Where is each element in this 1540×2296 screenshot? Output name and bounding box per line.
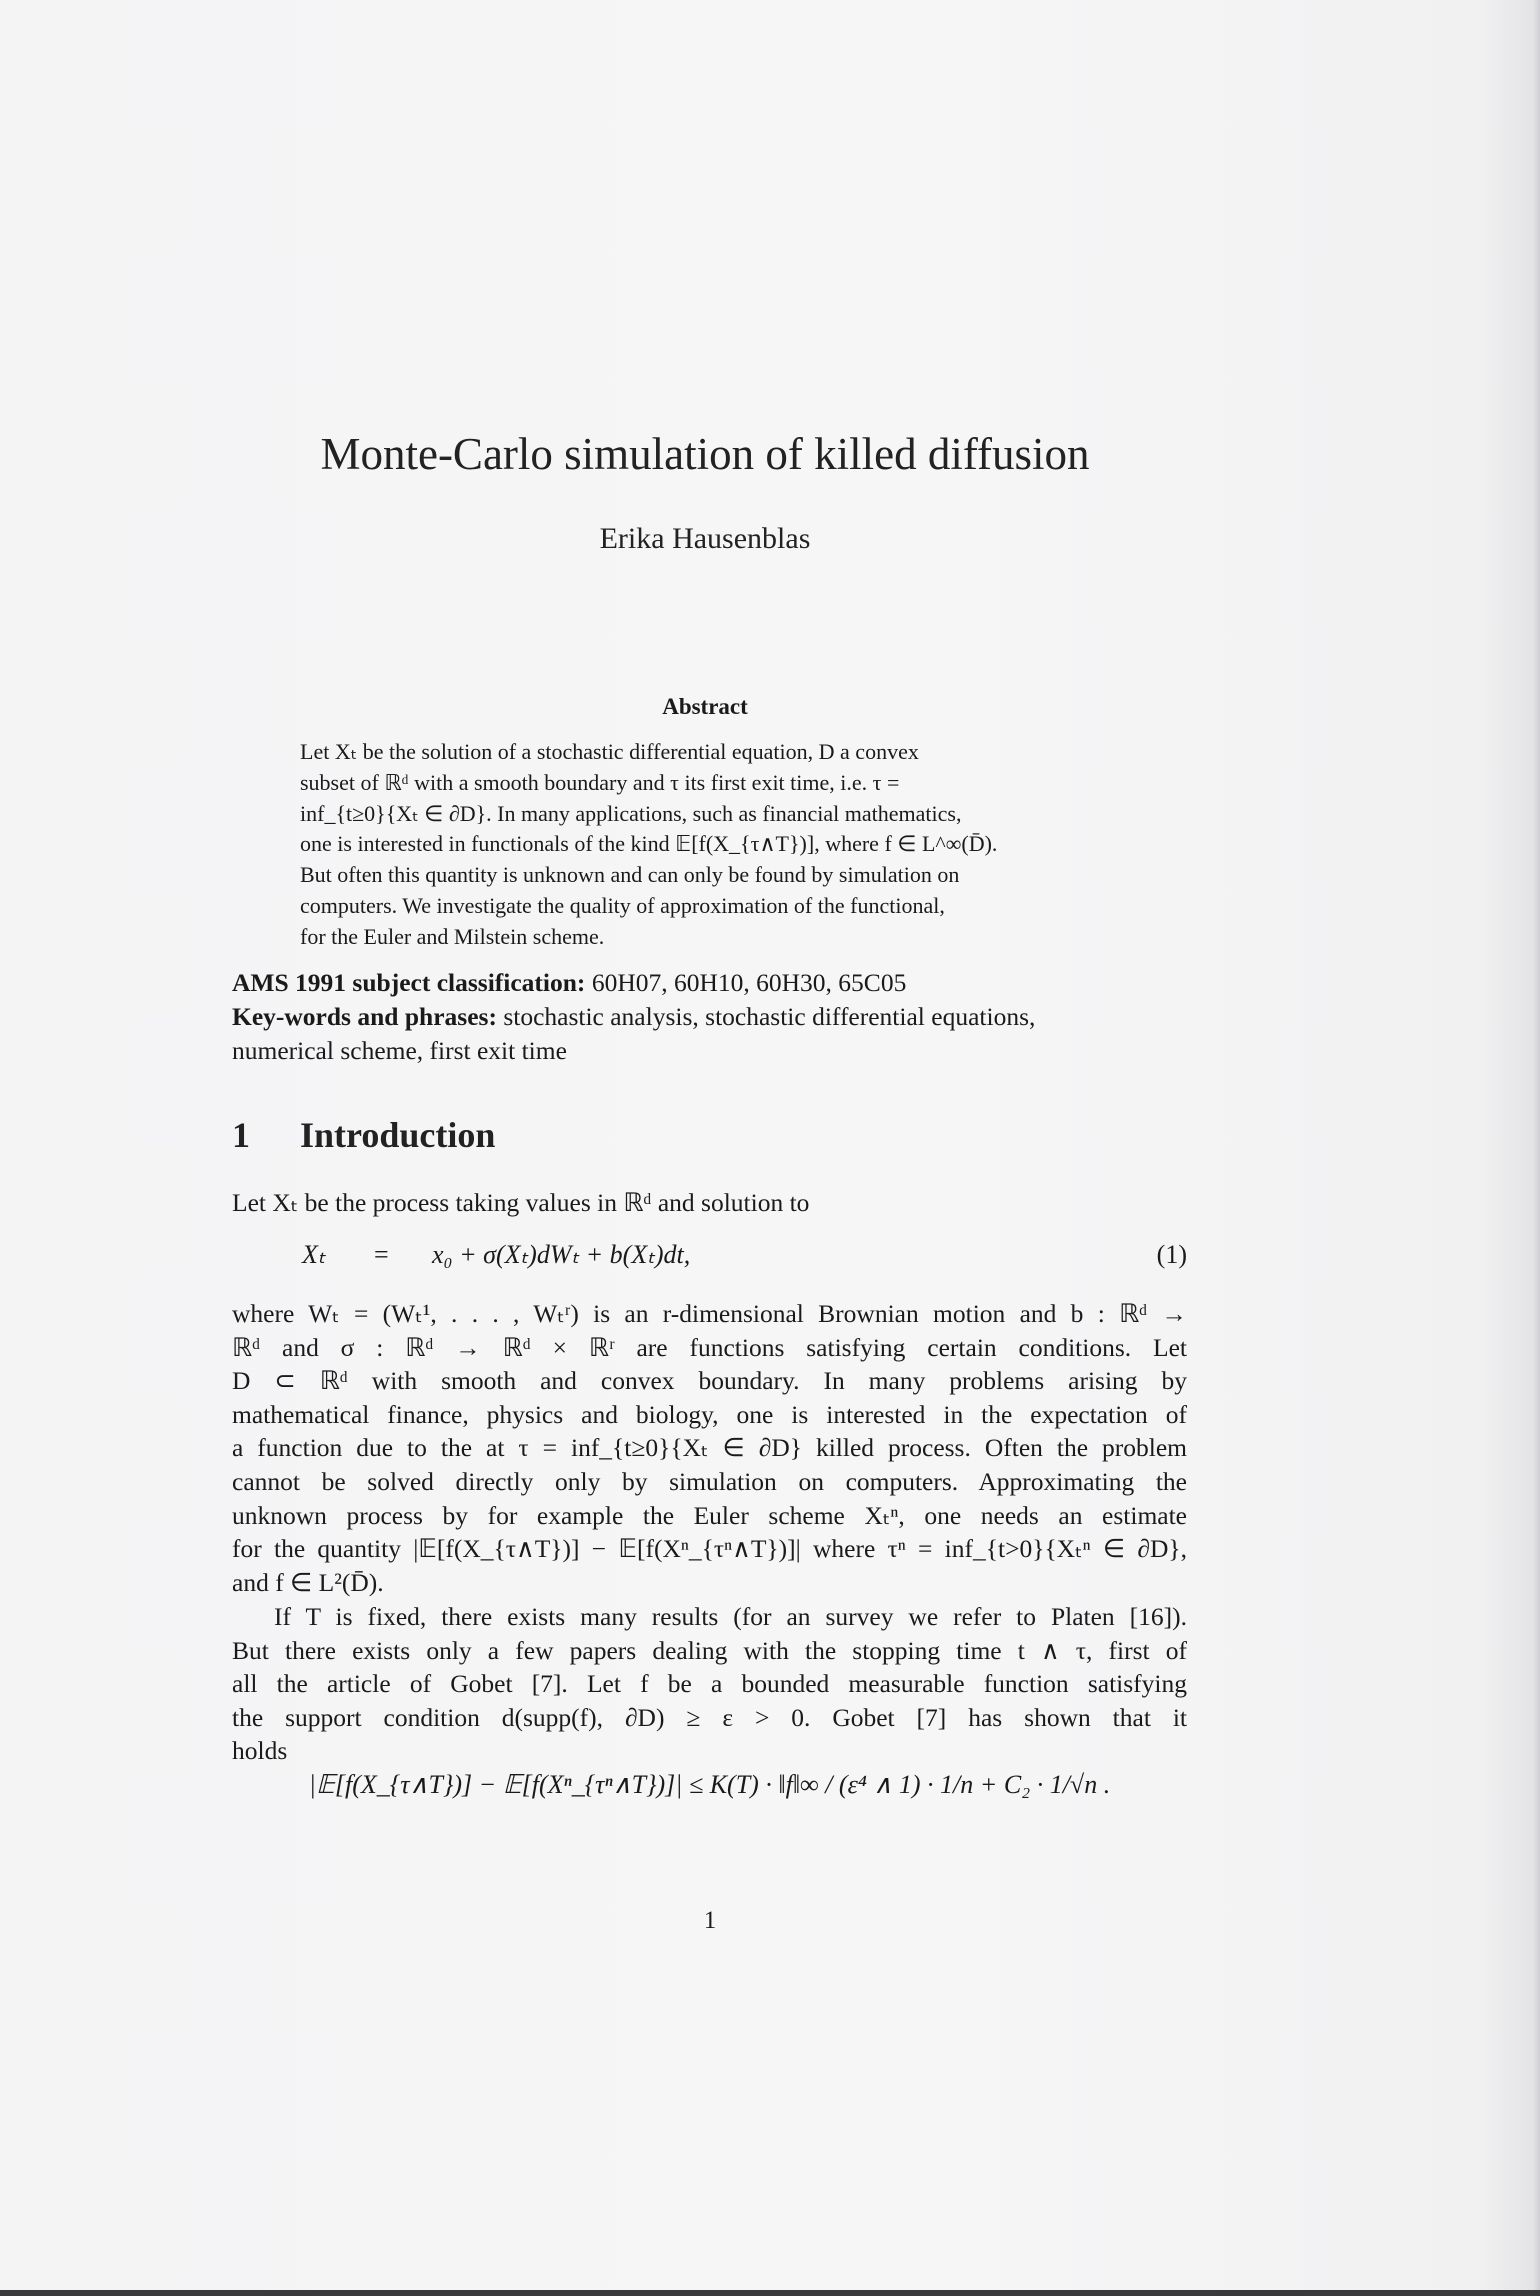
book-spine-shadow <box>1532 0 1540 2296</box>
keywords-value: stochastic analysis, stochastic differential equations, <box>496 1002 1036 1031</box>
paper-author: Erika Hausenblas <box>599 522 811 555</box>
paragraph-line: ℝᵈ and σ : ℝᵈ → ℝᵈ × ℝʳ are functions satisfying certain conditions. Let <box>232 1332 1187 1362</box>
ams-classification <box>232 966 1187 1000</box>
page-number: 1 <box>703 1907 717 1934</box>
paragraph-line: all the article of Gobet [7]. Let f be a bounded measurable function satisfying <box>232 1669 1187 1699</box>
paragraph-1 <box>232 1297 1187 1599</box>
abstract-line: one is interested in functionals of the kind 𝔼[f(X_{τ∧T})], where f ∈ L^∞(D̄). <box>300 831 998 857</box>
section-title: Introduction <box>300 1115 496 1155</box>
abstract-line: computers. We investigate the quality of approximation of the functional, <box>300 892 945 918</box>
keywords-continued: numerical scheme, first exit time <box>232 1036 567 1065</box>
equation-1-equals: = <box>374 1240 389 1269</box>
paragraph-line: mathematical finance, physics and biology, one is interested in the expectation of <box>232 1399 1187 1429</box>
abstract-text <box>300 737 1114 953</box>
abstract-line: But often this quantity is unknown and can only be found by simulation on <box>300 862 960 888</box>
paper-metadata <box>232 966 1187 1068</box>
paragraph-line: a function due to the at τ = inf_{t≥0}{Xₜ ∈ ∂D} killed process. Often the problem <box>232 1433 1187 1463</box>
paragraph-line: the support condition d(supp(f), ∂D) ≥ ε > 0. Gobet [7] has shown that it <box>232 1702 1187 1732</box>
equation-1 <box>232 1240 1187 1274</box>
intro-sentence <box>232 1186 1187 1220</box>
keywords-label: Key-words and phrases: <box>232 1002 497 1031</box>
eq1-lhs-text: Xₜ <box>302 1240 326 1269</box>
intro-line: Let Xₜ be the process taking values in ℝᵈ and solution to <box>232 1188 810 1217</box>
ams-label: AMS 1991 subject classification: <box>232 968 586 997</box>
paragraph-line: unknown process by for example the Euler scheme Xₜⁿ, one needs an estimate <box>232 1500 1187 1530</box>
eq1-rhs-text: x₀ + σ(Xₜ)dWₜ + b(Xₜ)dt, <box>432 1240 691 1269</box>
paragraph-line: for the quantity |𝔼[f(X_{τ∧T})] − 𝔼[f(Xⁿ_{τⁿ∧T})]| where τⁿ = inf_{t>0}{Xₜⁿ ∈ ∂D}, <box>232 1534 1187 1564</box>
paragraph-line: If T is fixed, there exists many results (for an survey we refer to Platen [16]). <box>274 1602 1187 1631</box>
page-bottom-edge <box>0 2290 1540 2296</box>
equation-1-rhs <box>432 1240 690 1270</box>
abstract-heading: Abstract <box>662 694 748 719</box>
keywords <box>232 1000 1187 1034</box>
paragraph-line: where Wₜ = (Wₜ¹, . . . , Wₜʳ) is an r-dimensional Brownian motion and b : ℝᵈ → <box>232 1299 1187 1328</box>
abstract-line: inf_{t≥0}{Xₜ ∈ ∂D}. In many applications, such as financial mathematics, <box>300 800 962 826</box>
paragraph-line: holds <box>232 1736 288 1766</box>
paragraph-2 <box>232 1600 1187 1768</box>
section-number: 1 <box>232 1115 250 1155</box>
section-heading <box>232 1114 495 1156</box>
paragraph-line: and f ∈ L²(D̄). <box>232 1567 384 1597</box>
paragraph-line: cannot be solved directly only by simulation on computers. Approximating the <box>232 1466 1187 1496</box>
paragraph-line: D ⊂ ℝᵈ with smooth and convex boundary. In many problems arising by <box>232 1366 1187 1396</box>
abstract-line: Let Xₜ be the solution of a stochastic differential equation, D a convex <box>300 739 919 764</box>
ams-value: 60H07, 60H10, 60H30, 65C05 <box>585 968 907 997</box>
equation-2 <box>232 1770 1187 1810</box>
paragraph-line: But there exists only a few papers dealing with the stopping time t ∧ τ, first of <box>232 1635 1187 1665</box>
equation-1-number: (1) <box>1156 1240 1187 1269</box>
paper-title: Monte-Carlo simulation of killed diffusion <box>320 429 1090 479</box>
equation-1-lhs <box>302 1240 326 1270</box>
abstract-line: for the Euler and Milstein scheme. <box>300 923 605 949</box>
abstract-line: subset of ℝᵈ with a smooth boundary and τ its first exit time, i.e. τ = <box>300 769 900 795</box>
equation-2-text <box>232 1770 1187 1800</box>
eq2-text: |𝔼[f(X_{τ∧T})] − 𝔼[f(Xⁿ_{τⁿ∧T})]| ≤ K(T) · ‖f‖∞ / (ε⁴ ∧ 1) · 1/n + C₂ · 1/√n . <box>308 1770 1111 1799</box>
